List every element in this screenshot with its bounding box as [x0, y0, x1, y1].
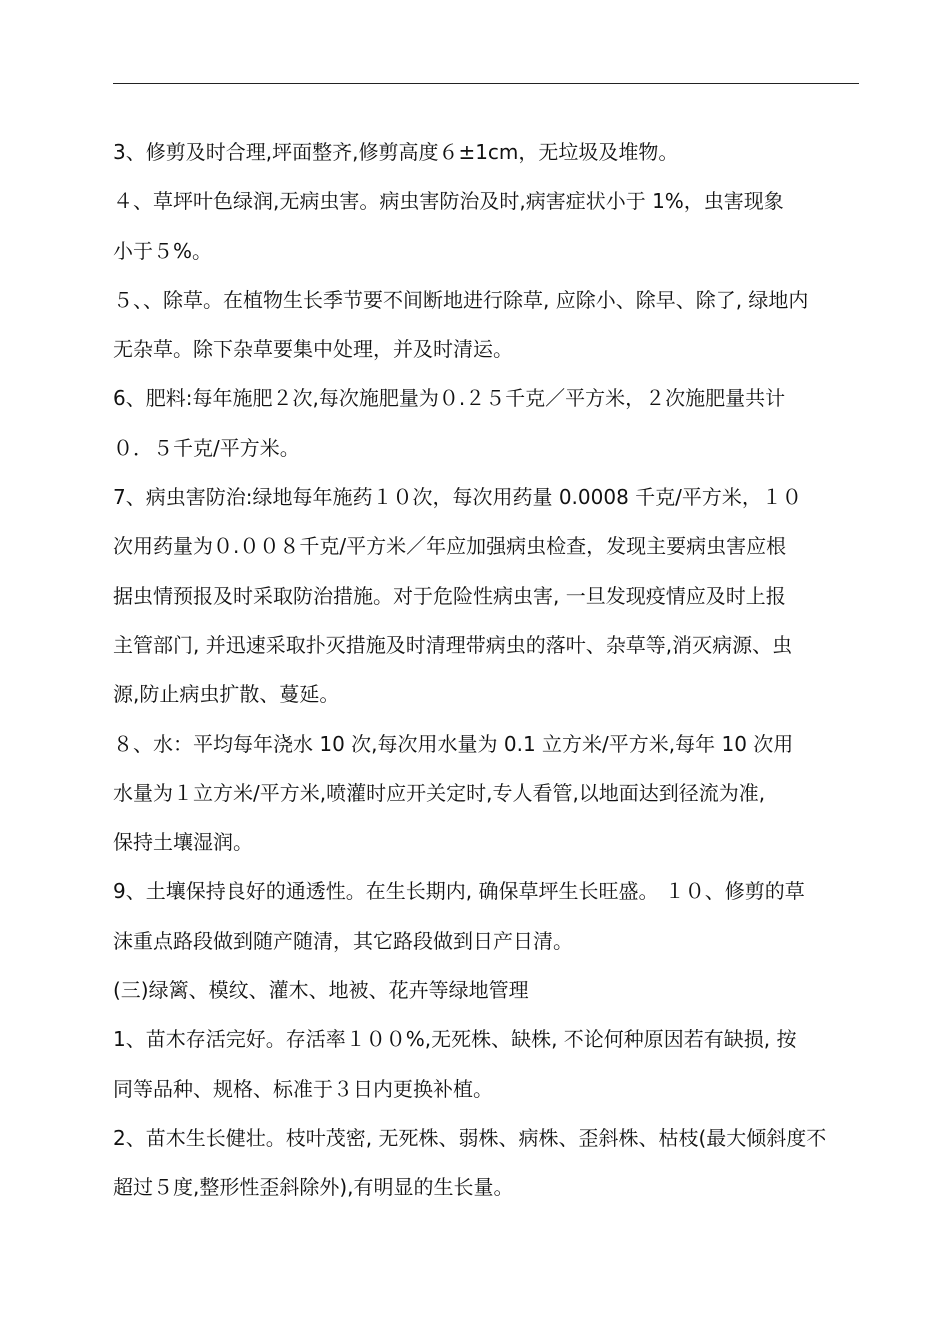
document-body [113, 128, 863, 1213]
text-line: 次用药量为０.００８千克/平方米／年应加强病虫检查，发现主要病虫害应根 [113, 534, 787, 559]
text-line: ８、水：平均每年浇水 10 次,每次用水量为 0.1 立方米/平方米,每年 10 次用 [113, 731, 794, 756]
header-rule [113, 83, 859, 84]
text-line: 超过５度,整形性歪斜除外),有明显的生长量。 [113, 1175, 514, 1200]
text-line: ４、草坪叶色绿润,无病虫害。病虫害防治及时,病害症状小于 1%，虫害现象 [113, 189, 784, 214]
text-line: 据虫情预报及时采取防治措施。对于危险性病虫害, 一旦发现疫情应及时上报 [113, 583, 786, 608]
text-line: 小于５%。 [113, 238, 213, 263]
text-line: 3、修剪及时合理,坪面整齐,修剪高度６±1cm，无垃圾及堆物。 [113, 140, 679, 164]
text-line: ５、、除草。在植物生长季节要不间断地进行除草, 应除小、除早、除了, 绿地内 [113, 287, 809, 312]
text-line: ０．５千克/平方米。 [113, 435, 300, 460]
text-line: 水量为１立方米/平方米,喷灌时应开关定时,专人看管,以地面达到径流为准, [113, 780, 766, 805]
text-line: 1、苗木存活完好。存活率１００%,无死株、缺株, 不论何种原因若有缺损, 按 [113, 1027, 797, 1052]
text-line: 同等品种、规格、标准于３日内更换补植。 [113, 1076, 493, 1101]
text-line: 无杂草。除下杂草要集中处理，并及时清运。 [113, 337, 513, 362]
text-line: 9、土壤保持良好的通透性。在生长期内, 确保草坪生长旺盛。 １０、修剪的草 [113, 879, 805, 904]
text-line: 保持土壤湿润。 [113, 830, 253, 855]
text-line: 7、病虫害防治:绿地每年施药１０次，每次用药量 0.0008 千克/平方米，１０ [113, 485, 802, 510]
section-heading: (三)绿篱、模纹、灌木、地被、花卉等绿地管理 [113, 978, 529, 1003]
text-line: 沫重点路段做到随产随清，其它路段做到日产日清。 [113, 928, 573, 953]
text-line: 6、肥料:每年施肥２次,每次施肥量为０.２５千克／平方米，２次施肥量共计 [113, 386, 786, 411]
text-line: 主管部门, 并迅速采取扑灭措施及时清理带病虫的落叶、杂草等,消灭病源、虫 [113, 632, 793, 657]
text-line: 源,防止病虫扩散、蔓延。 [113, 682, 340, 707]
text-line: 2、苗木生长健壮。枝叶茂密, 无死株、弱株、病株、歪斜株、枯枝(最大倾斜度不 [113, 1125, 827, 1150]
